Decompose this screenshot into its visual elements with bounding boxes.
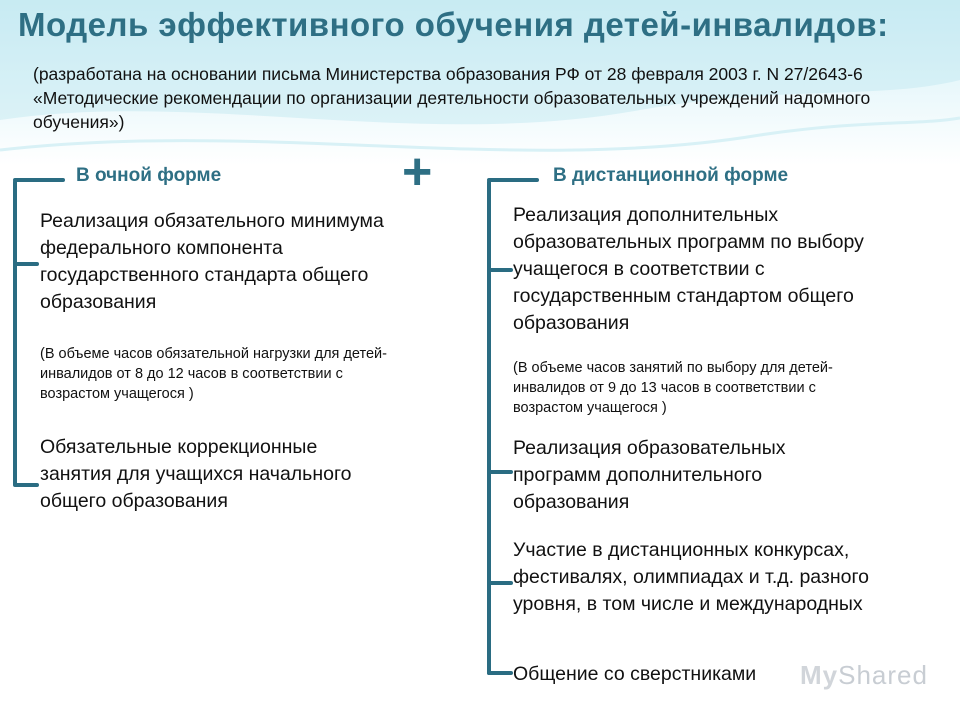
watermark-logo xyxy=(800,660,928,691)
right-bracket-tick-3 xyxy=(487,581,513,585)
right-item-2: Реализация образовательных программ дополнительного образования xyxy=(513,437,786,513)
right-column-heading: В дистанционной форме xyxy=(553,165,789,186)
left-item-1: Реализация обязательного минимума федерального компонента государственного стандарта общего образования xyxy=(40,210,384,313)
right-item-3: Участие в дистанционных конкурсах, фестивалях, олимпиадах и т.д. разного уровня, в том числе и международных xyxy=(513,539,870,615)
left-column-heading: В очной форме xyxy=(76,165,222,186)
left-bracket-tick-1 xyxy=(13,262,39,266)
page-title: Модель эффективного обучения детей-инвалидов: xyxy=(18,6,889,43)
left-item-2: Обязательные коррекционные занятия для учащихся начального общего образования xyxy=(40,436,352,512)
watermark-prefix: My xyxy=(800,660,839,690)
right-bracket-vertical xyxy=(487,180,491,675)
page-subtitle: (разработана на основании письма Министерства образования РФ от 28 февраля 2003 г. N 27/2643-6 «Методические рекомендации по организации деятельности образовательных учреждений надомного обучения») xyxy=(33,64,871,132)
right-item-note: (В объеме часов занятий по выбору для детей-инвалидов от 9 до 13 часов в соответствии с возрастом учащегося ) xyxy=(513,360,833,416)
plus-icon: + xyxy=(402,143,433,201)
watermark-suffix: Shared xyxy=(838,660,928,690)
left-bracket-vertical xyxy=(13,180,17,486)
right-item-4: Общение со сверстниками xyxy=(513,663,757,685)
left-item-note: (В объеме часов обязательной нагрузки для детей-инвалидов от 8 до 12 часов в соответствии с возрастом учащегося ) xyxy=(40,346,387,402)
right-item-1: Реализация дополнительных образовательных программ по выбору учащегося в соответствии с государственным стандартом общего образования xyxy=(513,204,864,334)
right-bracket-tick-1 xyxy=(487,268,513,272)
right-bracket-tick-2 xyxy=(487,470,513,474)
right-bracket-tick-4 xyxy=(487,671,513,675)
right-bracket-top xyxy=(487,178,539,182)
left-bracket-top xyxy=(13,178,65,182)
left-bracket-tick-2 xyxy=(13,483,39,487)
